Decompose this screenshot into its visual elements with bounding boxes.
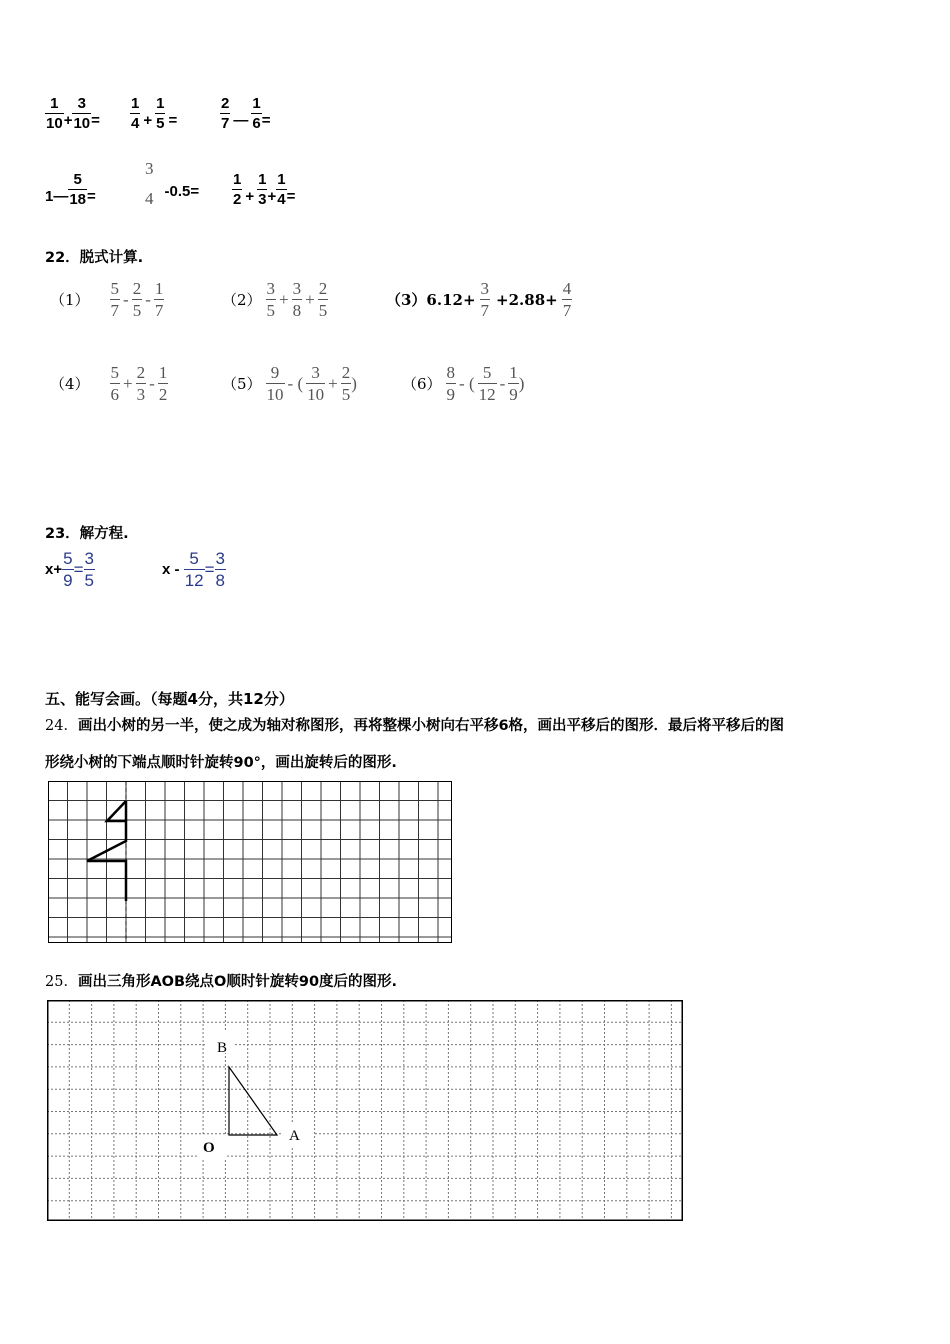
calc-row1-expr2: $\frac{1}{4}$ + $\frac{1}{5}$ =: [131, 95, 178, 132]
calc-row1-expr3: $\frac{2}{7}$ — $\frac{1}{6}$ =: [221, 95, 271, 132]
q22-problem-2: （2） $\frac{3}{5}$ + $\frac{3}{8}$ + $\frac{2}{5}$: [222, 279, 328, 320]
calc-row1-expr1: $\frac{1}{10}$ + $\frac{3}{10}$ =: [46, 95, 100, 132]
q23-title: 23．解方程.: [45, 526, 129, 542]
point-a-label: A: [289, 1128, 300, 1144]
point-o-label: O: [203, 1140, 215, 1156]
q25-triangle-grid: [47, 1000, 684, 1222]
grid-border: [48, 1001, 683, 1221]
q25-question: 25．画出三角形AOB绕点O顺时针旋转90度后的图形.: [45, 974, 398, 990]
q22-problem-6: （6） $\frac{8}{9}$ - ( $\frac{5}{12}$ - $\frac{1}{9}$ ): [402, 363, 525, 404]
q24-tree-grid: [48, 781, 453, 944]
q22-problem-3: （3）6.12+ $\frac{3}{7}$ +2.88+ $\frac{4}{7}$: [386, 279, 572, 320]
q23-equation-1: x+ $\frac{5}{9}$ = $\frac{3}{5}$: [45, 549, 94, 590]
calc-row2-expr2: 3 4 -0.5=: [145, 159, 200, 208]
q24-line1: 24．画出小树的另一半，使之成为轴对称图形，再将整棵小树向右平移6格，画出平移后的图形．最后将平移后的图: [45, 718, 785, 734]
q22-problem-4: （4） $\frac{5}{6}$ + $\frac{2}{3}$ - $\frac{1}{2}$: [50, 363, 168, 404]
q22-problem-5: （5） $\frac{9}{10}$ - ( $\frac{3}{10}$ + $\frac{2}{5}$ ): [222, 363, 357, 404]
point-b-label: B: [217, 1040, 228, 1056]
calc-row2-expr1: 1— $\frac{5}{18}$ =: [45, 171, 96, 208]
calc-row2-expr3: $\frac{1}{2}$ + $\frac{1}{3}$ + $\frac{1}{4}$ =: [233, 171, 296, 208]
section-5-title: 五、能写会画。（每题4分，共12分）: [45, 690, 294, 708]
q24-line2: 形绕小树的下端点顺时针旋转90°，画出旋转后的图形.: [45, 755, 397, 771]
grid-lines: [47, 1000, 683, 1221]
q22-title: 22．脱式计算.: [45, 250, 144, 266]
q22-problem-1: （1） $\frac{5}{7}$ - $\frac{2}{5}$ - $\frac{1}{7}$: [50, 279, 164, 320]
q23-equation-2: x - $\frac{5}{12}$ = $\frac{3}{8}$: [162, 549, 226, 590]
